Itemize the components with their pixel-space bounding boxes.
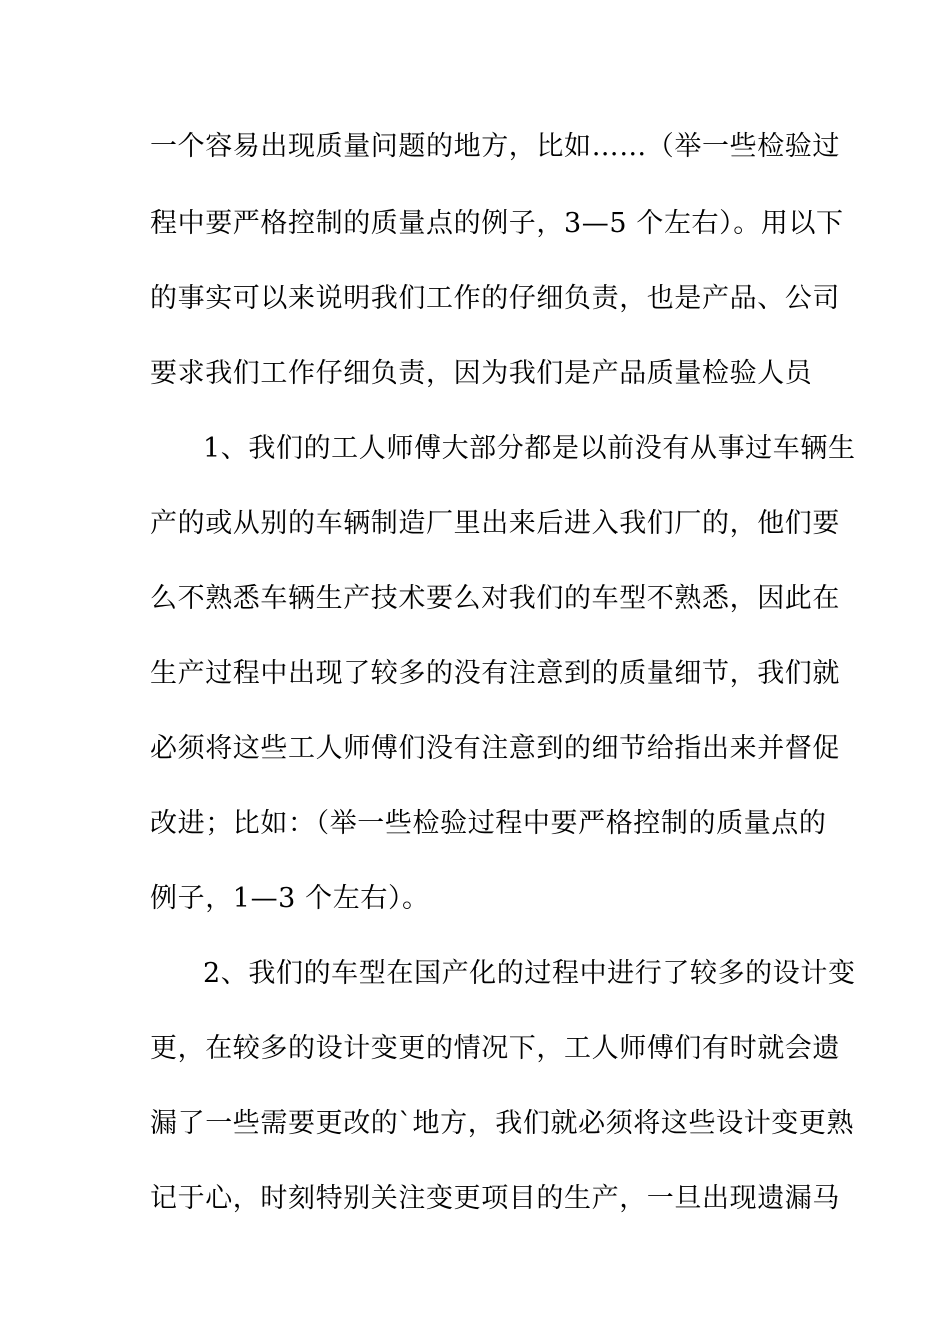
text-line: 更，在较多的设计变更的情况下，工人师傅们有时就会遗 [150, 1033, 840, 1064]
text-line: 要求我们工作仔细负责，因为我们是产品质量检验人员 [150, 358, 813, 389]
text-line: 例子，1—3 个左右）。 [150, 883, 430, 914]
text-line: 记于心，时刻特别关注变更项目的生产，一旦出现遗漏马 [150, 1183, 840, 1214]
text-line: 么不熟悉车辆生产技术要么对我们的车型不熟悉，因此在 [150, 583, 840, 614]
paragraph-1-first-line: 1、我们的工人师傅大部分都是以前没有从事过车辆生 [203, 433, 856, 464]
text-line: 的事实可以来说明我们工作的仔细负责，也是产品、公司 [150, 283, 840, 314]
text-line: 程中要严格控制的质量点的例子，3—5 个左右）。用以下 [150, 208, 844, 239]
text-line: 产的或从别的车辆制造厂里出来后进入我们厂的，他们要 [150, 508, 840, 539]
text-line: 改进；比如：（举一些检验过程中要严格控制的质量点的 [150, 808, 827, 839]
text-line: 一个容易出现质量问题的地方，比如……（举一些检验过 [150, 131, 840, 162]
paragraph-2-first-line: 2、我们的车型在国产化的过程中进行了较多的设计变 [203, 958, 856, 989]
text-line: 生产过程中出现了较多的没有注意到的质量细节，我们就 [150, 658, 840, 689]
text-line: 必须将这些工人师傅们没有注意到的细节给指出来并督促 [150, 733, 840, 764]
text-line: 漏了一些需要更改的`地方，我们就必须将这些设计变更熟 [150, 1108, 855, 1139]
